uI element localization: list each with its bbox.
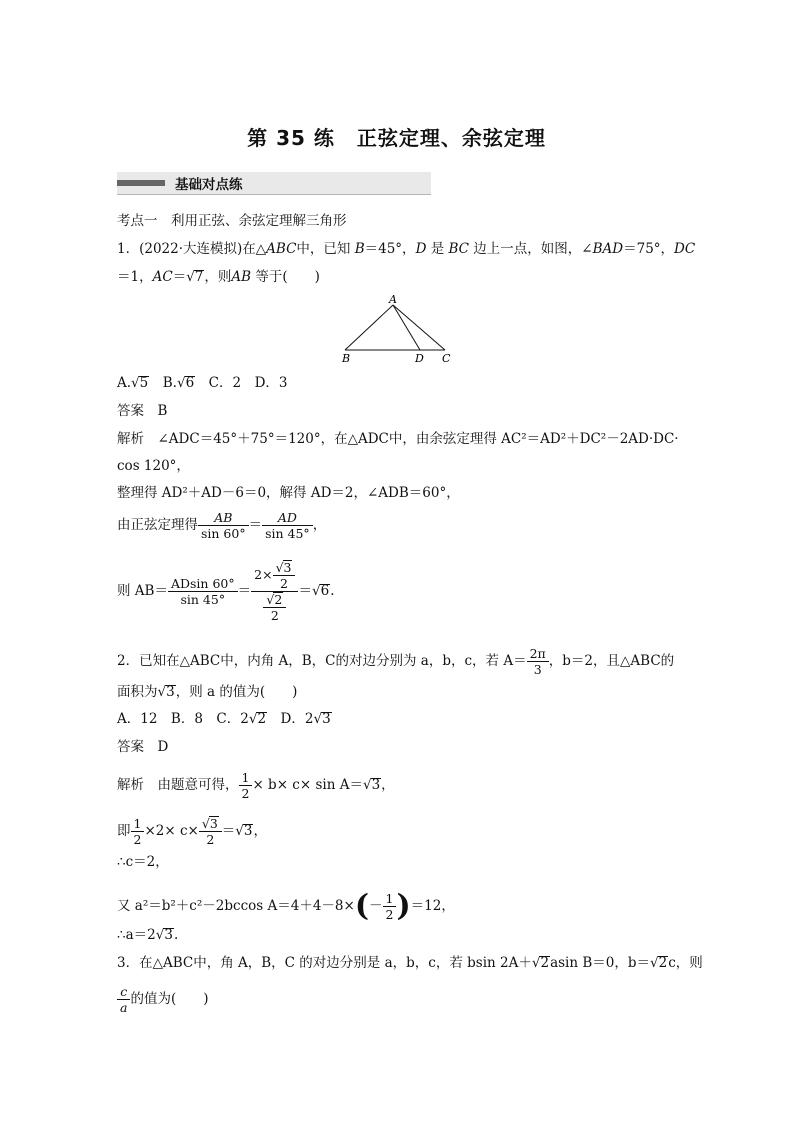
q2-solution-line-3: ∴c＝2， [117,854,169,870]
q2-solution-line-2: 即 $\frac{1}{2}$ ×2× c× $\frac{√3}{2}$ ＝√3， [117,816,267,847]
q2-solution-line-5: ∴a＝2√3. [117,927,179,943]
q1-line-2: ＝1，AC＝√7，则AB 等于( ) [117,269,320,285]
q2-line-1: 2．已知在△ABC中，内角 A，B，C的对边分别为 a，b，c，若 A＝ $\frac{2\pi}{3}$ ，b＝2，且△ABC的 [117,646,675,677]
figure-label-b: B [342,352,351,365]
section-header [117,172,431,195]
q1-solution-line-2: cos 120°， [117,458,190,474]
title-part-1: 第 35 练 [247,126,335,150]
q2-options: A．12 B．8 C．2√2 D．2√3 [117,711,331,727]
q1-options: A.√5 B.√6 C．2 D．3 [117,375,288,391]
q2-answer: 答案 D [117,739,169,755]
figure-label-a: A [389,293,397,306]
figure-label-d: D [415,352,424,365]
q3-line-2: $\frac{c}{a}$ 的值为( ) [117,984,209,1015]
q1-solution-line-5: 则 AB＝ $\frac{ADsin 60^\circ}{\sin 45^\circ}$ ＝ 2× $\frac{√3}{2}$ $\frac{√2}{2}$ ＝√6. [117,560,335,623]
section-label: 基础对点练 [175,177,243,193]
section-bar [117,180,165,186]
figure-label-c: C [442,352,451,365]
q1-solution-line-4: 由正弦定理得 $\frac{AB}{\sin 60^\circ}$ ＝ $\frac{AD}{\sin 45^\circ}$ ， [117,510,327,541]
q1-answer: 答案 B [117,403,168,419]
q1-line-1: 1．(2022·大连模拟)在△ABC中，已知 B＝45°，D 是 BC 边上一点，如图，∠BAD＝75°，DC [117,241,696,257]
q2-solution-line-4: 又 a²＝b²＋c²－2bccos A＝4＋4－8×(－ $\frac{1}{2}$ )＝12， [117,888,455,924]
topic-heading: 考点一 利用正弦、余弦定理解三角形 [117,213,347,229]
page-title [0,122,793,151]
title-part-2: 正弦定理、余弦定理 [356,126,546,150]
q1-triangle-figure [335,292,460,367]
q3-line-1: 3．在△ABC中，角 A，B，C 的对边分别是 a，b，c，若 bsin 2A＋√2asin B＝0，b＝√2c，则 [117,955,703,971]
q1-solution-line-3: 整理得 AD²＋AD－6＝0，解得 AD＝2，∠ADB＝60°， [117,485,460,501]
q2-line-2: 面积为√3，则 a 的值为( ) [117,684,298,700]
q1-solution-line-1: 解析 ∠ADC＝45°＋75°＝120°，在△ADC中，由余弦定理得 AC²＝AD²＋DC²－2AD·DC· [117,431,679,447]
q2-solution-line-1: 解析 由题意可得， $\frac{1}{2}$ × b× c× sin A＝√3， [117,770,395,801]
